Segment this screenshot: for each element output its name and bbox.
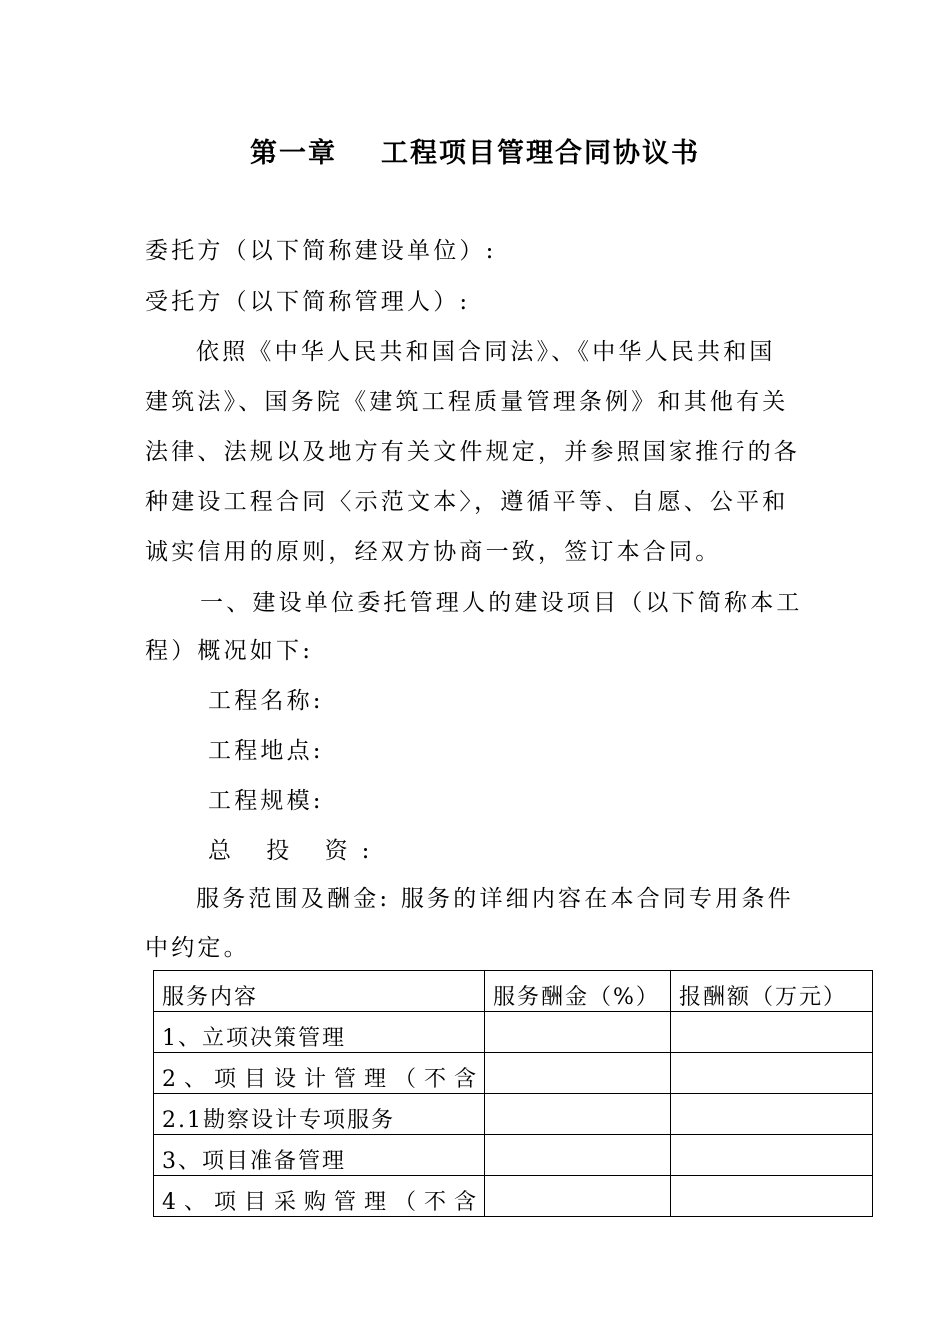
table-cell: 2.1勘察设计专项服务 [154, 1094, 485, 1135]
document-title: 工程项目管理合同协议书 [381, 138, 700, 169]
table-header-row [154, 971, 873, 1012]
field-project-name: 工程名称: [208, 688, 324, 714]
table-cell [485, 1094, 671, 1135]
table-cell: 1、立项决策管理 [154, 1012, 485, 1053]
table-row [154, 1135, 873, 1176]
table-row [154, 1094, 873, 1135]
chapter-label: 第一章 [250, 138, 337, 169]
paragraph-line: 法律、法规以及地方有关文件规定，并参照国家推行的各 [145, 439, 800, 465]
field-project-location: 工程地点: [208, 738, 324, 764]
service-scope-line: 服务范围及酬金: 服务的详细内容在本合同专用条件 [196, 886, 794, 912]
manager-line: 受托方（以下简称管理人）: [145, 289, 471, 315]
table-row [154, 1053, 873, 1094]
table-cell [671, 1094, 873, 1135]
header-service-fee: 服务酬金（%） [485, 971, 671, 1012]
page-title [0, 131, 950, 170]
table-cell [671, 1176, 873, 1217]
table-cell [485, 1053, 671, 1094]
service-fee-table [153, 970, 873, 1217]
paragraph-line: 诚实信用的原则，经双方协商一致，签订本合同。 [145, 539, 722, 565]
field-project-scale: 工程规模: [208, 788, 324, 814]
table-cell [671, 1135, 873, 1176]
paragraph-line: 依照《中华人民共和国合同法》、《中华人民共和国 [196, 339, 776, 365]
header-service-content: 服务内容 [154, 971, 485, 1012]
section-heading-line: 一、建设单位委托管理人的建设项目（以下简称本工 [200, 590, 803, 616]
paragraph-line: 建筑法》、国务院《建筑工程质量管理条例》和其他有关 [145, 389, 789, 415]
table-cell [485, 1012, 671, 1053]
section-heading-line: 程）概况如下: [145, 638, 314, 664]
table-cell [485, 1176, 671, 1217]
table-cell: 2、项目设计管理（不含 [154, 1053, 485, 1094]
table-cell: 4、项目采购管理（不含 [154, 1176, 485, 1217]
service-scope-line: 中约定。 [145, 935, 250, 961]
table-row [154, 1176, 873, 1217]
field-total-investment: 总 投 资: [208, 838, 384, 864]
header-remuneration: 报酬额（万元） [671, 971, 873, 1012]
table-row [154, 1012, 873, 1053]
client-line: 委托方（以下简称建设单位）: [145, 238, 497, 264]
paragraph-line: 种建设工程合同〈示范文本〉，遵循平等、自愿、公平和 [145, 489, 789, 515]
table-cell: 3、项目准备管理 [154, 1135, 485, 1176]
table-cell [485, 1135, 671, 1176]
table-cell [671, 1012, 873, 1053]
table-cell [671, 1053, 873, 1094]
